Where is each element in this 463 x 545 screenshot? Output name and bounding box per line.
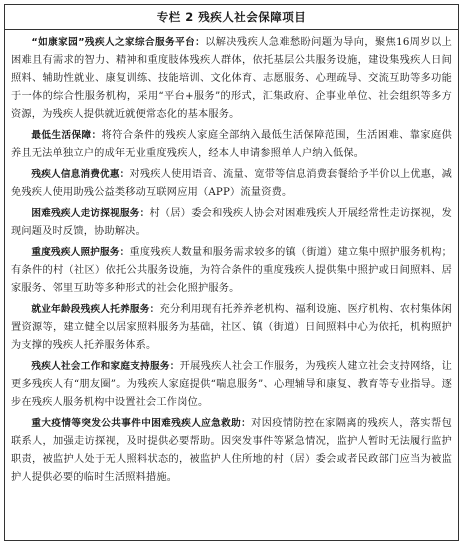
section-text: 充分利用现有托养养老机构、福利设施、医疗机构、农村集体闲置资源等，建立健全以居家照料服务为基础，社区、镇（街道）日间照料中心为依托，机构照护为支撑的残疾人托养服务体系。 [11, 304, 452, 351]
section-social-work [11, 358, 452, 412]
section-heading: 最低生活保障： [31, 130, 102, 141]
section-text: 以解决残疾人急难愁盼问题为导向，聚焦16周岁以上困难且有需求的智力、精神和重度肢体残疾人群体，依托基层公共服务设施，建设集残疾人日间照料、辅助性就业、康复训练、技能培训、文化体育、志愿服务、心理疏导、交流互助等多功能于一体的综合性服务机构，采用“平台+服务”的形式，汇集政府、企事业单位、社会组织等多方资源，为残疾人提供就近就便常态化的基本服务。 [11, 37, 452, 120]
column-box [4, 4, 459, 541]
section-heading: 残疾人社会工作和家庭支持服务： [31, 361, 180, 372]
section-custody-service [11, 301, 452, 355]
section-text: 村（居）委会和残疾人协会对困难残疾人开展经常性走访探视，发现问题及时反馈，协助解决。 [11, 208, 452, 237]
column-content [5, 30, 458, 487]
section-visit-service [11, 205, 452, 241]
section-text: 开展残疾人社会工作服务，为残疾人建立社会支持网络，让更多残疾人有“朋友圈”。为残疾人家庭提供“喘息服务”、心理辅导和康复、教育等专业指导。逐步在残疾人服务机构中设置社会工作岗位。 [11, 361, 452, 408]
section-rukang-platform [11, 34, 452, 124]
section-heading: “如康家园”残疾人之家综合服务平台： [31, 37, 206, 48]
section-text: 对因疫情防控在家隔离的残疾人，落实帮包联系人，加强走访探视，及时提供必要帮助。因突发事件等紧急情况，监护人暂时无法履行监护职责，被监护人处于无人照料状态的，被监护人住所地的村（居）委会或者民政部门应当为被监护人提供必要的临时生活照料措施。 [11, 418, 452, 483]
section-heading: 残疾人信息消费优惠： [31, 169, 130, 180]
section-text: 重度残疾人数量和服务需求较多的镇（街道）建立集中照护服务机构；有条件的村（社区）依托公共服务设施，为符合条件的重度残疾人提供集中照护或日间照料、居家服务、邻里互助等多种形式的社会化照护服务。 [11, 247, 453, 294]
section-heading: 就业年龄段残疾人托养服务： [31, 304, 160, 315]
section-severe-care [11, 244, 452, 298]
section-heading: 困难残疾人走访探视服务： [31, 208, 150, 219]
section-heading: 重大疫情等突发公共事件中困难残疾人应急救助： [31, 418, 252, 429]
section-text: 将符合条件的残疾人家庭全部纳入最低生活保障范围，生活困难、靠家庭供养且无法单独立户的成年无业重度残疾人，经本人申请参照单人户纳入低保。 [11, 130, 452, 159]
section-heading: 重度残疾人照护服务： [31, 247, 130, 258]
section-minimum-living [11, 127, 452, 163]
section-info-consumption [11, 166, 452, 202]
section-emergency-aid [11, 415, 452, 487]
section-text: 对残疾人使用语音、流量、宽带等信息消费套餐给予半价以上优惠，减免残疾人使用助残公益类移动互联网应用（APP）流量资费。 [11, 169, 453, 198]
column-title: 专栏 2 残疾人社会保障项目 [5, 5, 458, 30]
